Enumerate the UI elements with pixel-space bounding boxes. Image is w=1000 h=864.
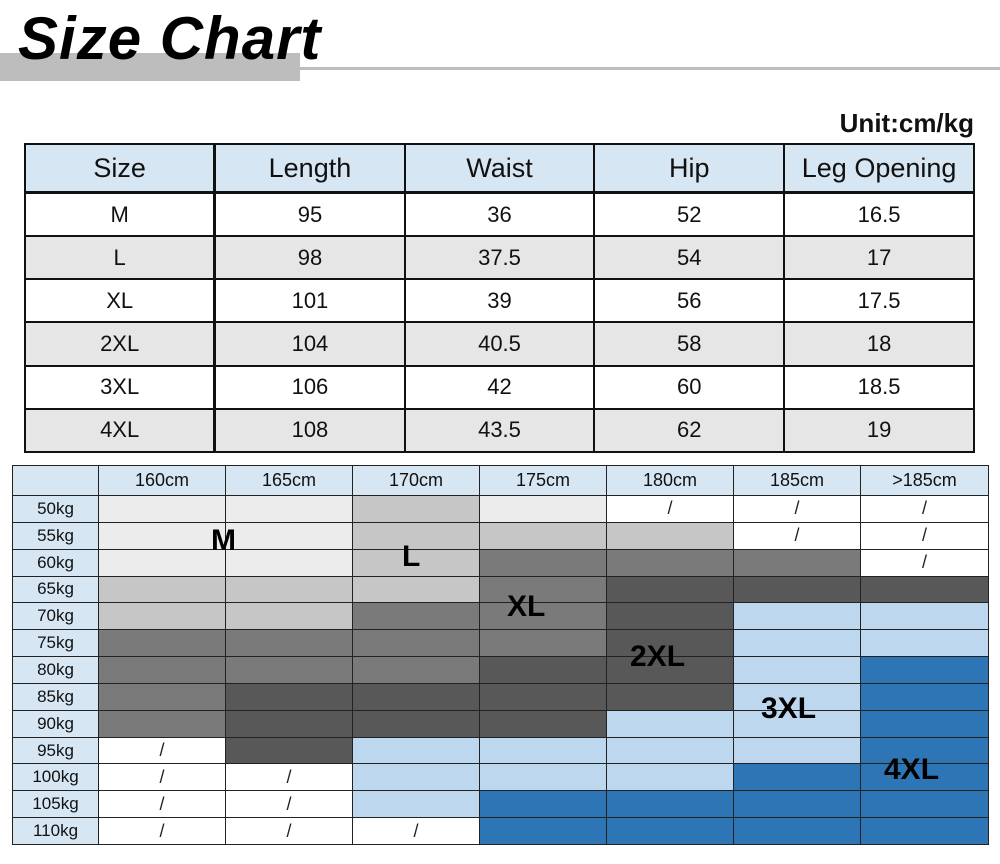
weight-header: 65kg: [13, 576, 99, 603]
fit-cell-not-available: /: [99, 737, 226, 764]
size-cell-waist: 42: [405, 366, 595, 409]
fit-cell: [353, 657, 480, 684]
fit-cell-not-available: /: [99, 764, 226, 791]
header-hip: Hip: [594, 144, 784, 193]
size-row: [25, 409, 974, 452]
weight-header: 95kg: [13, 737, 99, 764]
fit-cell: [861, 791, 989, 818]
fit-cell: [480, 764, 607, 791]
fit-cell: [226, 683, 353, 710]
fit-cell: [353, 791, 480, 818]
height-header: 175cm: [480, 466, 607, 496]
weight-header: 50kg: [13, 496, 99, 523]
height-header: 165cm: [226, 466, 353, 496]
weight-row: [13, 496, 989, 523]
fit-cell-not-available: /: [861, 496, 989, 523]
height-header: 180cm: [607, 466, 734, 496]
unit-label: Unit:cm/kg: [839, 108, 974, 138]
size-cell-leg-opening: 16.5: [784, 193, 974, 237]
size-cell-waist: 36: [405, 193, 595, 237]
size-cell-length: 106: [215, 366, 405, 409]
fit-cell: [353, 576, 480, 603]
size-measurement-table: [24, 143, 975, 453]
size-cell-hip: 56: [594, 279, 784, 322]
weight-header: 80kg: [13, 657, 99, 684]
size-cell-hip: 52: [594, 193, 784, 237]
fit-cell-not-available: /: [226, 791, 353, 818]
fit-cell-not-available: /: [734, 496, 861, 523]
fit-cell-not-available: /: [226, 764, 353, 791]
fit-cell: [480, 549, 607, 576]
size-cell-size: L: [25, 236, 215, 279]
size-cell-length: 101: [215, 279, 405, 322]
header-length: Length: [215, 144, 405, 193]
fit-cell: [99, 630, 226, 657]
fit-cell: [480, 657, 607, 684]
weight-row: [13, 603, 989, 630]
zone-label-3xl: 3XL: [761, 692, 817, 725]
fit-cell: [226, 549, 353, 576]
fit-cell: [607, 522, 734, 549]
fit-cell: [353, 683, 480, 710]
size-cell-waist: 43.5: [405, 409, 595, 452]
weight-row: [13, 710, 989, 737]
fit-cell: [734, 818, 861, 845]
fit-cell: [99, 683, 226, 710]
height-header: 185cm: [734, 466, 861, 496]
weight-row: [13, 549, 989, 576]
size-cell-leg-opening: 18.5: [784, 366, 974, 409]
fit-cell: [226, 522, 353, 549]
weight-row: [13, 657, 989, 684]
fit-cell-not-available: /: [734, 522, 861, 549]
fit-cell-not-available: /: [226, 818, 353, 845]
fit-chart-header-row: [13, 466, 989, 496]
size-cell-size: XL: [25, 279, 215, 322]
header-size: Size: [25, 144, 215, 193]
fit-cell: [734, 630, 861, 657]
fit-cell-not-available: /: [353, 818, 480, 845]
zone-label-4xl: 4XL: [884, 753, 940, 786]
weight-header: 55kg: [13, 522, 99, 549]
size-cell-leg-opening: 17.5: [784, 279, 974, 322]
fit-cell: [607, 818, 734, 845]
fit-cell: [607, 576, 734, 603]
size-cell-hip: 60: [594, 366, 784, 409]
size-cell-waist: 39: [405, 279, 595, 322]
fit-cell: [734, 576, 861, 603]
height-weight-fit-chart: [12, 465, 989, 845]
weight-header: 75kg: [13, 630, 99, 657]
fit-cell: [353, 764, 480, 791]
fit-cell-not-available: /: [99, 791, 226, 818]
size-cell-length: 104: [215, 322, 405, 365]
weight-header: 70kg: [13, 603, 99, 630]
fit-cell: [99, 522, 226, 549]
fit-cell: [607, 710, 734, 737]
fit-cell: [734, 549, 861, 576]
fit-cell: [861, 630, 989, 657]
fit-cell: [226, 576, 353, 603]
size-table-header-row: [25, 144, 974, 193]
fit-cell: [861, 818, 989, 845]
fit-cell: [861, 576, 989, 603]
fit-cell-not-available: /: [861, 549, 989, 576]
size-row: [25, 193, 974, 237]
fit-cell: [861, 657, 989, 684]
fit-cell-not-available: /: [861, 522, 989, 549]
height-header: >185cm: [861, 466, 989, 496]
fit-cell: [607, 737, 734, 764]
weight-row: [13, 683, 989, 710]
fit-cell: [99, 576, 226, 603]
fit-cell: [607, 603, 734, 630]
size-row: [25, 236, 974, 279]
fit-cell: [607, 791, 734, 818]
fit-cell: [99, 603, 226, 630]
fit-cell: [353, 737, 480, 764]
size-cell-length: 108: [215, 409, 405, 452]
size-cell-length: 98: [215, 236, 405, 279]
size-row: [25, 279, 974, 322]
fit-cell: [99, 549, 226, 576]
weight-row: [13, 737, 989, 764]
weight-header: 110kg: [13, 818, 99, 845]
size-cell-waist: 37.5: [405, 236, 595, 279]
weight-row: [13, 630, 989, 657]
weight-row: [13, 818, 989, 845]
weight-row: [13, 522, 989, 549]
zone-label-l: L: [402, 540, 421, 573]
size-cell-waist: 40.5: [405, 322, 595, 365]
size-cell-hip: 62: [594, 409, 784, 452]
fit-cell: [99, 496, 226, 523]
size-cell-leg-opening: 18: [784, 322, 974, 365]
fit-cell: [226, 657, 353, 684]
weight-row: [13, 791, 989, 818]
page-title: Size Chart: [18, 5, 322, 72]
size-table-body: [25, 193, 974, 453]
size-row: [25, 322, 974, 365]
fit-cell: [734, 791, 861, 818]
size-cell-leg-opening: 17: [784, 236, 974, 279]
fit-cell: [353, 603, 480, 630]
fit-chart-corner: [13, 466, 99, 496]
fit-cell: [226, 710, 353, 737]
size-cell-hip: 54: [594, 236, 784, 279]
fit-cell: [861, 710, 989, 737]
fit-cell: [861, 603, 989, 630]
weight-header: 90kg: [13, 710, 99, 737]
fit-cell: [607, 764, 734, 791]
weight-row: [13, 764, 989, 791]
size-cell-length: 95: [215, 193, 405, 237]
weight-header: 105kg: [13, 791, 99, 818]
fit-cell: [99, 657, 226, 684]
fit-cell: [99, 710, 226, 737]
fit-cell-not-available: /: [607, 496, 734, 523]
fit-cell: [480, 737, 607, 764]
fit-cell-not-available: /: [99, 818, 226, 845]
fit-cell: [353, 496, 480, 523]
fit-cell: [861, 683, 989, 710]
height-header: 160cm: [99, 466, 226, 496]
fit-cell: [480, 683, 607, 710]
fit-cell: [480, 791, 607, 818]
size-cell-size: M: [25, 193, 215, 237]
zone-label-m: M: [211, 524, 236, 557]
fit-cell: [480, 818, 607, 845]
fit-cell: [607, 683, 734, 710]
size-cell-leg-opening: 19: [784, 409, 974, 452]
fit-cell: [480, 496, 607, 523]
weight-header: 60kg: [13, 549, 99, 576]
size-cell-size: 3XL: [25, 366, 215, 409]
size-row: [25, 366, 974, 409]
fit-cell: [226, 630, 353, 657]
fit-cell: [353, 710, 480, 737]
fit-cell: [480, 710, 607, 737]
header-leg-opening: Leg Opening: [784, 144, 974, 193]
fit-cell: [480, 630, 607, 657]
header-waist: Waist: [405, 144, 595, 193]
fit-cell: [734, 737, 861, 764]
fit-cell: [734, 764, 861, 791]
weight-row: [13, 576, 989, 603]
fit-cell: [607, 549, 734, 576]
weight-header: 100kg: [13, 764, 99, 791]
fit-cell: [734, 657, 861, 684]
fit-cell: [480, 522, 607, 549]
fit-cell: [226, 737, 353, 764]
size-cell-size: 2XL: [25, 322, 215, 365]
fit-chart-body: [13, 496, 989, 845]
zone-label-2xl: 2XL: [630, 640, 686, 673]
height-header: 170cm: [353, 466, 480, 496]
fit-cell: [226, 603, 353, 630]
weight-header: 85kg: [13, 683, 99, 710]
fit-cell: [226, 496, 353, 523]
title-underline-rule: [300, 67, 1000, 70]
fit-cell: [353, 630, 480, 657]
size-cell-size: 4XL: [25, 409, 215, 452]
size-cell-hip: 58: [594, 322, 784, 365]
zone-label-xl: XL: [507, 590, 546, 623]
fit-cell: [734, 603, 861, 630]
